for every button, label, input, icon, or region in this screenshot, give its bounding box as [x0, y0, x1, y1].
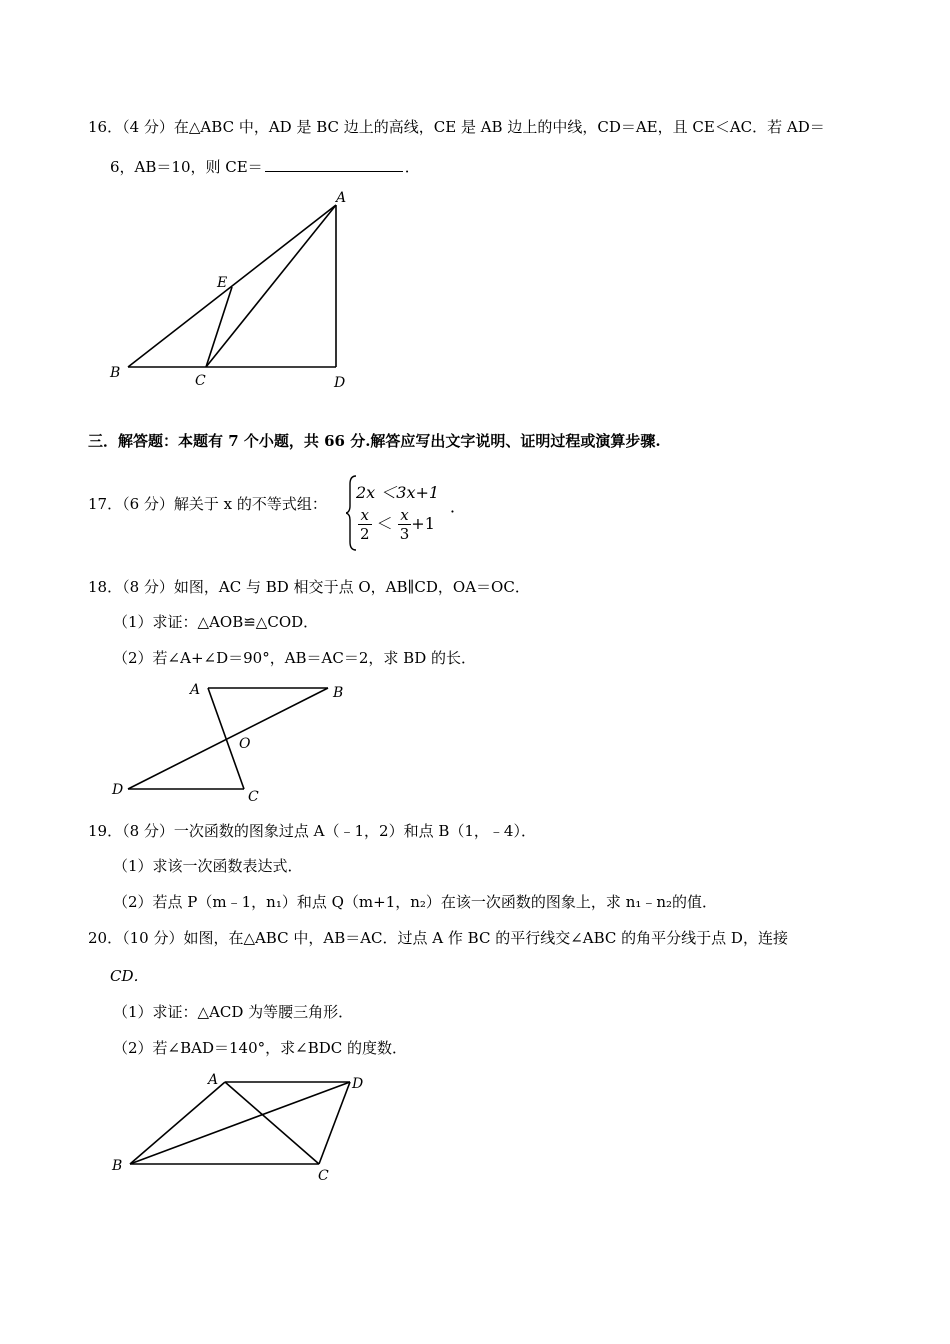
- q17-period: ．: [450, 497, 467, 516]
- section-3-heading: 三．解答题：本题有 7 个小题，共 66 分.解答应写出文字说明、证明过程或演算步骤.: [88, 432, 661, 450]
- q17-text: 17．（6 分）解关于 x 的不等式组：: [88, 495, 327, 513]
- segment-cd: [319, 1082, 350, 1164]
- q19-part1: （1）求该一次函数表达式．: [113, 857, 303, 875]
- q20-part1: （1）求证：△ACD 为等腰三角形．: [113, 1003, 354, 1021]
- inequality-1: 2x ＜3x+1: [356, 483, 440, 502]
- segment-ce: [206, 287, 232, 367]
- label-e: E: [217, 275, 228, 291]
- label-b: B: [112, 1158, 123, 1174]
- label-o: O: [239, 736, 251, 752]
- q20-line1: 20．（10 分）如图，在△ABC 中，AB＝AC．过点 A 作 BC 的平行线交∠ABC 的角平分线于点 D，连接: [88, 929, 788, 947]
- label-d: D: [112, 782, 124, 798]
- q16-line2-pre: 6，AB＝10，则 CE＝: [110, 158, 263, 176]
- frac1-num: x: [358, 506, 372, 525]
- answer-blank: [265, 157, 403, 172]
- segment-ab: [130, 1082, 225, 1164]
- q18-figure: [100, 676, 360, 808]
- q19-part2: （2）若点 P（m﹣1，n₁）和点 Q（m+1，n₂）在该一次函数的图象上，求 n₁﹣n₂的值．: [113, 893, 718, 911]
- plus-one: +1: [411, 514, 435, 533]
- q16-line1: 16．（4 分）在△ABC 中，AD 是 BC 边上的高线，CE 是 AB 边上的中线，CD＝AE，且 CE＜AC．若 AD＝: [88, 118, 825, 136]
- label-c: C: [248, 789, 259, 805]
- less-than: ＜: [376, 514, 393, 533]
- label-c: C: [318, 1168, 329, 1184]
- q20-part2: （2）若∠BAD＝140°，求∠BDC 的度数．: [113, 1039, 407, 1057]
- label-a: A: [208, 1072, 219, 1088]
- q18-part2: （2）若∠A+∠D＝90°，AB＝AC＝2，求 BD 的长．: [113, 649, 476, 667]
- label-d: D: [352, 1076, 364, 1092]
- label-a: A: [336, 190, 347, 206]
- fraction-x-over-3: [398, 506, 412, 543]
- q16-figure: [100, 185, 370, 400]
- q18-part1: （1）求证：△AOB≌△COD．: [113, 613, 319, 631]
- q16-line2-post: ．: [404, 158, 420, 176]
- segment-bd: [128, 688, 328, 789]
- q19-line1: 19．（8 分）一次函数的图象过点 A（﹣1，2）和点 B（1，﹣4）．: [88, 822, 536, 840]
- label-c: C: [195, 373, 206, 389]
- inequality-system: [346, 472, 466, 554]
- frac2-den: 3: [399, 525, 410, 543]
- frac2-num: x: [398, 506, 412, 525]
- label-d: D: [334, 375, 346, 391]
- q20-line2: CD．: [110, 967, 149, 985]
- q20-figure: [100, 1068, 380, 1184]
- q16-line2: [110, 157, 420, 177]
- label-a: A: [190, 682, 201, 698]
- fraction-x-over-2: [358, 506, 372, 543]
- label-b: B: [333, 685, 344, 701]
- label-b: B: [110, 365, 121, 381]
- inequality-2: [358, 506, 435, 543]
- segment-ba: [128, 205, 336, 367]
- frac1-den: 2: [360, 525, 370, 543]
- q18-line1: 18．（8 分）如图，AC 与 BD 相交于点 O，AB∥CD，OA＝OC．: [88, 578, 530, 596]
